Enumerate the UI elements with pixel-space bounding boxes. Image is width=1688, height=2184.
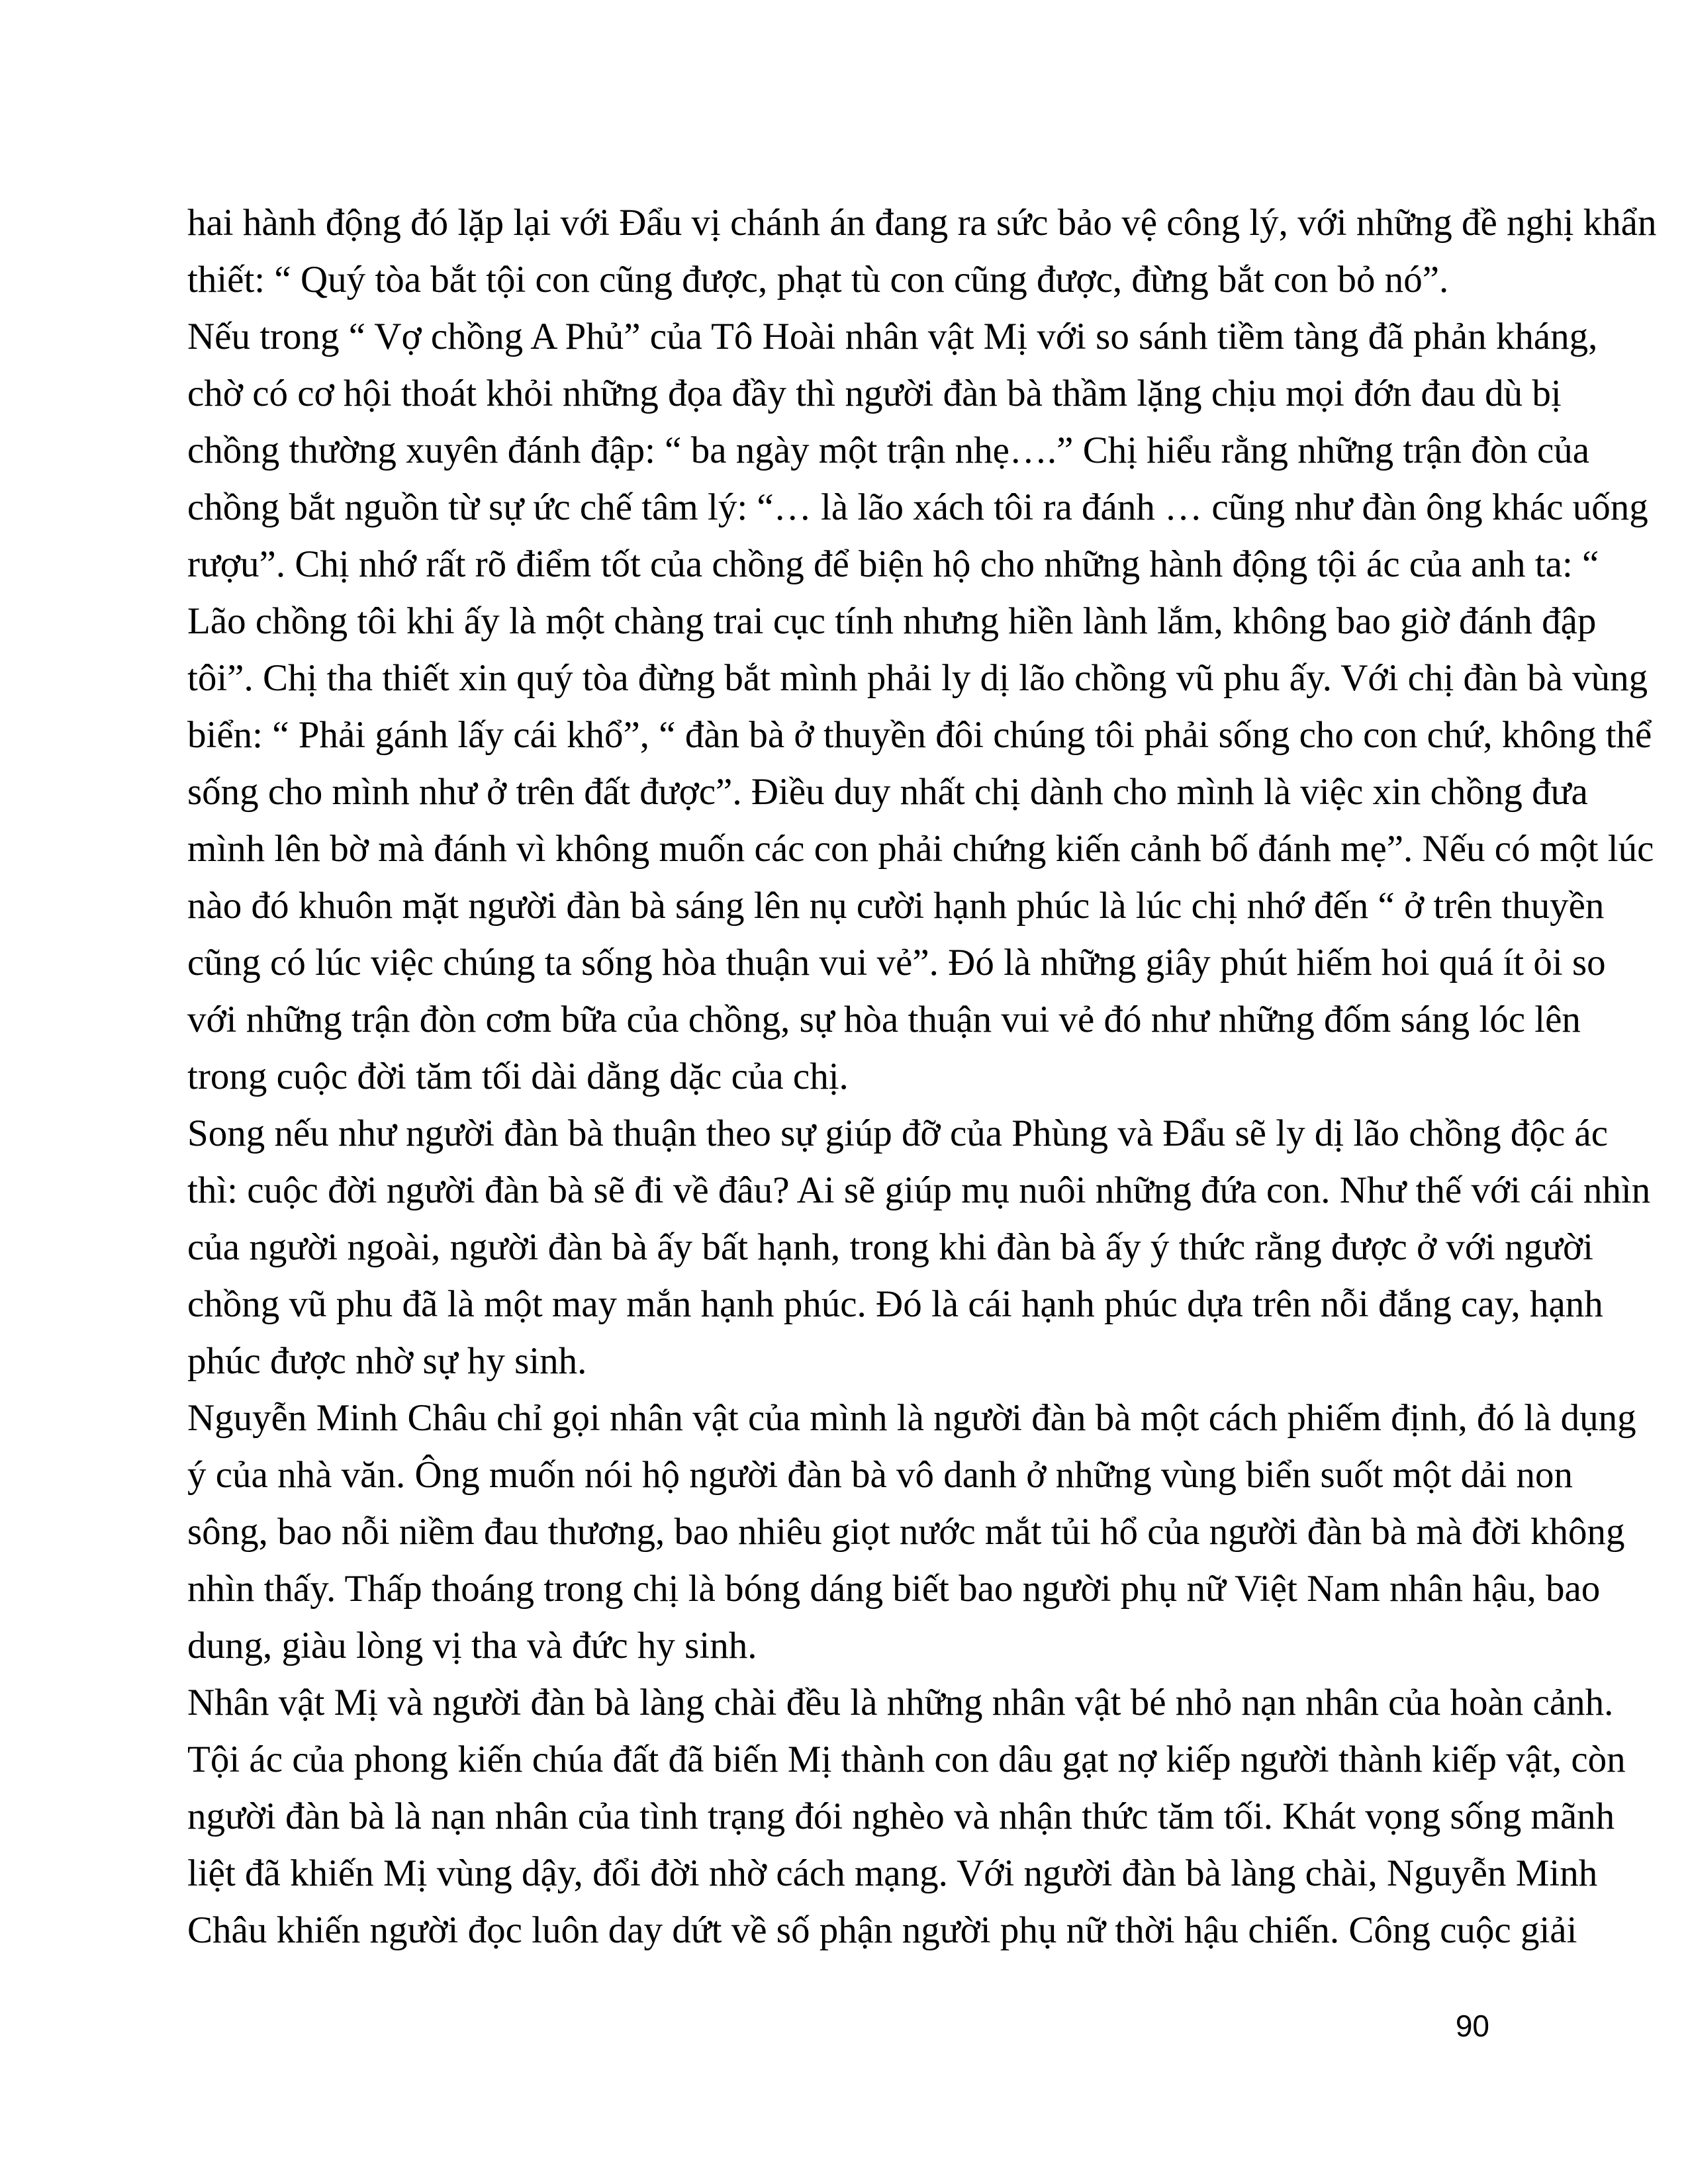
text-line: chồng bắt nguồn từ sự ức chế tâm lý: “… là lão xách tôi ra đánh … cũng như đàn ông khác uống <box>187 486 1648 528</box>
text-line: nào đó khuôn mặt người đàn bà sáng lên nụ cười hạnh phúc là lúc chị nhớ đến “ ở trên thuyền <box>187 885 1605 927</box>
text-line: ý của nhà văn. Ông muốn nói hộ người đàn bà vô danh ở những vùng biển suốt một dải non <box>187 1454 1573 1496</box>
text-line: trong cuộc đời tăm tối dài dằng dặc của chị. <box>187 1056 849 1097</box>
text-line: nhìn thấy. Thấp thoáng trong chị là bóng dáng biết bao người phụ nữ Việt Nam nhân hậu, bao <box>187 1568 1601 1610</box>
text-line: mình lên bờ mà đánh vì không muốn các con phải chứng kiến cảnh bố đánh mẹ”. Nếu có một lúc <box>187 828 1654 870</box>
text-line: Lão chồng tôi khi ấy là một chàng trai cục tính nhưng hiền lành lắm, không bao giờ đánh đập <box>187 600 1597 642</box>
document-body <box>187 195 1657 1959</box>
text-line: liệt đã khiến Mị vùng dậy, đổi đời nhờ cách mạng. Với người đàn bà làng chài, Nguyễn Minh <box>187 1852 1598 1894</box>
text-line: chồng thường xuyên đánh đập: “ ba ngày một trận nhẹ….” Chị hiểu rằng những trận đòn của <box>187 430 1590 471</box>
text-line: của người ngoài, người đàn bà ấy bất hạnh, trong khi đàn bà ấy ý thức rằng được ở với người <box>187 1226 1594 1268</box>
text-line: Nếu trong “ Vợ chồng A Phủ” của Tô Hoài nhân vật Mị với so sánh tiềm tàng đã phản kháng, <box>187 316 1598 357</box>
text-line: Tội ác của phong kiến chúa đất đã biến Mị thành con dâu gạt nợ kiếp người thành kiếp vật, còn <box>187 1739 1626 1780</box>
text-line: cũng có lúc việc chúng ta sống hòa thuận vui vẻ”. Đó là những giây phút hiếm hoi quá ít ỏi so <box>187 942 1606 983</box>
text-line: người đàn bà là nạn nhân của tình trạng đói nghèo và nhận thức tăm tối. Khát vọng sống mãnh <box>187 1796 1615 1837</box>
text-line: hai hành động đó lặp lại với Đẩu vị chánh án đang ra sức bảo vệ công lý, với những đề nghị khẩn <box>187 202 1657 244</box>
text-line: dung, giàu lòng vị tha và đức hy sinh. <box>187 1625 757 1666</box>
text-line: Song nếu như người đàn bà thuận theo sự giúp đỡ của Phùng và Đẩu sẽ ly dị lão chồng độc ác <box>187 1113 1608 1154</box>
text-line: biển: “ Phải gánh lấy cái khổ”, “ đàn bà ở thuyền đôi chúng tôi phải sống cho con chứ, không thể <box>187 714 1652 756</box>
text-line: chờ có cơ hội thoát khỏi những đọa đầy thì người đàn bà thầm lặng chịu mọi đớn đau dù bị <box>187 373 1562 414</box>
text-line: chồng vũ phu đã là một may mắn hạnh phúc. Đó là cái hạnh phúc dựa trên nỗi đắng cay, hạnh <box>187 1283 1603 1325</box>
text-line: thì: cuộc đời người đàn bà sẽ đi về đâu? Ai sẽ giúp mụ nuôi những đứa con. Như thế với cái nhìn <box>187 1169 1651 1211</box>
text-line: thiết: “ Quý tòa bắt tội con cũng được, phạt tù con cũng được, đừng bắt con bỏ nó”. <box>187 259 1449 300</box>
page-number: 90 <box>1455 2009 1489 2043</box>
text-line: phúc được nhờ sự hy sinh. <box>187 1340 587 1382</box>
text-line: sống cho mình như ở trên đất được”. Điều duy nhất chị dành cho mình là việc xin chồng đưa <box>187 771 1588 813</box>
text-line: rượu”. Chị nhớ rất rõ điểm tốt của chồng để biện hộ cho những hành động tội ác của anh ta: “ <box>187 543 1599 585</box>
text-line: Nhân vật Mị và người đàn bà làng chài đều là những nhân vật bé nhỏ nạn nhân của hoàn cảnh. <box>187 1682 1614 1723</box>
text-line: với những trận đòn cơm bữa của chồng, sự hòa thuận vui vẻ đó như những đốm sáng lóc lên <box>187 999 1581 1040</box>
text-line: Nguyễn Minh Châu chỉ gọi nhân vật của mình là người đàn bà một cách phiếm định, đó là dụng <box>187 1397 1636 1439</box>
text-line: sông, bao nỗi niềm đau thương, bao nhiêu giọt nước mắt tủi hổ của người đàn bà mà đời không <box>187 1511 1625 1553</box>
text-line: tôi”. Chị tha thiết xin quý tòa đừng bắt mình phải ly dị lão chồng vũ phu ấy. Với chị đàn bà vùng <box>187 657 1648 699</box>
text-line: Châu khiến người đọc luôn day dứt về số phận người phụ nữ thời hậu chiến. Công cuộc giải <box>187 1909 1577 1951</box>
